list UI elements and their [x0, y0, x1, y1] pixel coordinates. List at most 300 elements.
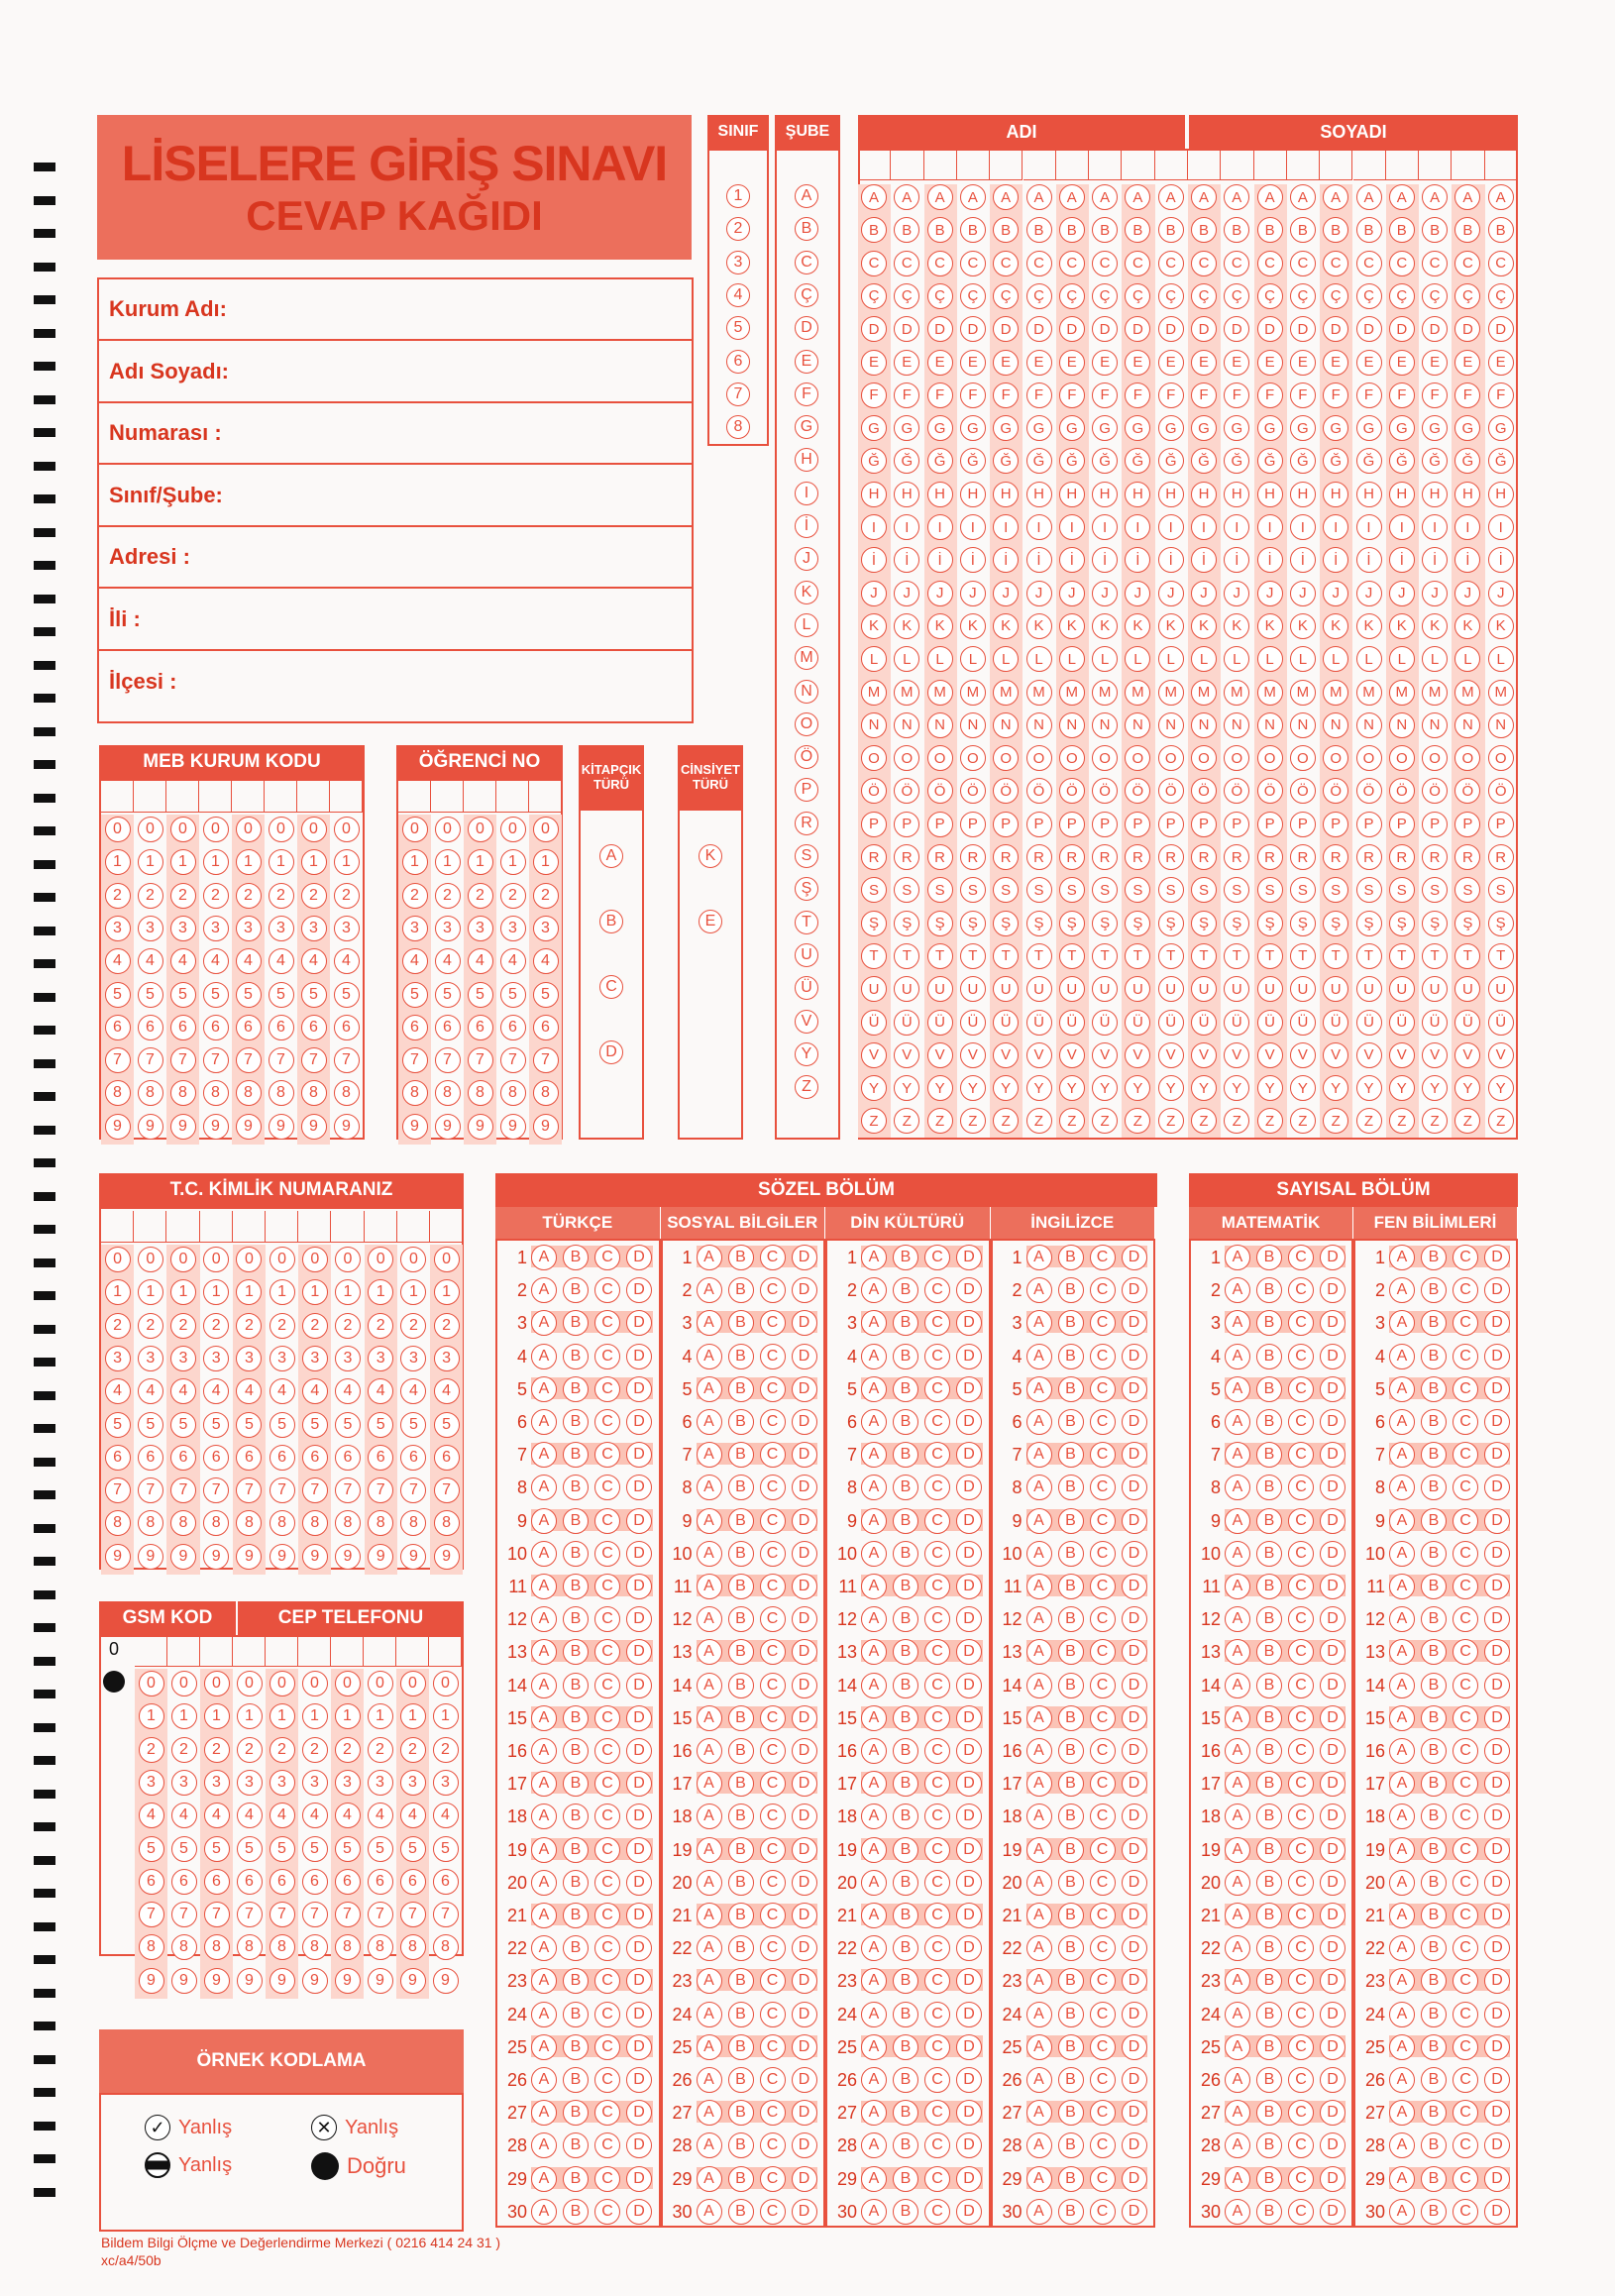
name-letter-bubble[interactable]: C: [1488, 251, 1514, 276]
answer-bubble[interactable]: A: [697, 1804, 722, 1829]
answer-bubble[interactable]: D: [1320, 1442, 1346, 1468]
name-letter-bubble[interactable]: H: [960, 482, 986, 507]
answer-bubble[interactable]: B: [728, 1771, 754, 1797]
kitapcik-option-A[interactable]: A: [599, 844, 623, 868]
meb-entry-cell[interactable]: [166, 781, 199, 813]
answer-bubble[interactable]: D: [956, 2067, 982, 2093]
answer-bubble[interactable]: B: [563, 1606, 589, 1632]
name-letter-bubble[interactable]: J: [861, 581, 887, 606]
gsm-digit-bubble[interactable]: 9: [171, 1968, 197, 1994]
name-letter-bubble[interactable]: F: [1158, 383, 1184, 408]
gsm-digit-bubble[interactable]: 2: [433, 1737, 459, 1763]
tc-digit-bubble[interactable]: 9: [236, 1544, 262, 1570]
tc-digit-bubble[interactable]: 0: [203, 1247, 229, 1272]
tc-digit-bubble[interactable]: 4: [105, 1378, 131, 1404]
name-letter-bubble[interactable]: T: [1191, 943, 1217, 969]
name-letter-bubble[interactable]: Ü: [1125, 1010, 1150, 1036]
name-letter-bubble[interactable]: Z: [1026, 1108, 1052, 1134]
name-letter-bubble[interactable]: K: [1323, 613, 1348, 639]
answer-bubble[interactable]: A: [1225, 2100, 1250, 2126]
answer-bubble[interactable]: A: [531, 1935, 557, 1961]
gsm-digit-bubble[interactable]: 9: [204, 1968, 230, 1994]
meb-digit-bubble[interactable]: 2: [334, 883, 360, 909]
name-letter-bubble[interactable]: S: [1125, 877, 1150, 903]
gsm-digit-bubble[interactable]: 0: [368, 1671, 393, 1696]
answer-bubble[interactable]: B: [728, 1277, 754, 1303]
answer-bubble[interactable]: C: [924, 2034, 950, 2060]
gsm-digit-bubble[interactable]: 5: [171, 1836, 197, 1862]
name-letter-bubble[interactable]: Ğ: [1092, 448, 1118, 474]
name-letter-bubble[interactable]: S: [1092, 877, 1118, 903]
answer-bubble[interactable]: A: [1225, 1837, 1250, 1863]
answer-bubble[interactable]: D: [1320, 1968, 1346, 1994]
tc-digit-bubble[interactable]: 6: [138, 1445, 163, 1471]
answer-bubble[interactable]: D: [1122, 2199, 1147, 2225]
answer-bubble[interactable]: B: [1256, 1475, 1282, 1500]
name-letter-bubble[interactable]: Y: [1389, 1075, 1415, 1101]
name-letter-bubble[interactable]: R: [1290, 844, 1316, 870]
name-letter-bubble[interactable]: S: [1422, 877, 1448, 903]
answer-bubble[interactable]: D: [956, 1277, 982, 1303]
name-letter-bubble[interactable]: N: [1356, 712, 1382, 738]
answer-bubble[interactable]: A: [531, 2132, 557, 2158]
name-letter-bubble[interactable]: A: [1059, 184, 1085, 210]
name-letter-bubble[interactable]: D: [1191, 316, 1217, 342]
answer-bubble[interactable]: C: [594, 1475, 620, 1500]
name-letter-bubble[interactable]: M: [1422, 680, 1448, 706]
sube-option[interactable]: İ: [795, 514, 818, 538]
answer-bubble[interactable]: D: [1320, 1409, 1346, 1435]
name-letter-bubble[interactable]: D: [1059, 316, 1085, 342]
name-letter-bubble[interactable]: Ü: [1158, 1010, 1184, 1036]
answer-bubble[interactable]: B: [1058, 1442, 1084, 1468]
answer-bubble[interactable]: D: [1320, 1376, 1346, 1402]
answer-bubble[interactable]: B: [1058, 2002, 1084, 2027]
name-letter-bubble[interactable]: Ğ: [1454, 448, 1480, 474]
name-letter-bubble[interactable]: L: [861, 646, 887, 672]
tc-digit-bubble[interactable]: 0: [170, 1247, 196, 1272]
ogrenci-no-digit-bubble[interactable]: 0: [402, 817, 428, 842]
tc-digit-bubble[interactable]: 1: [368, 1279, 393, 1305]
name-letter-bubble[interactable]: I: [1092, 514, 1118, 540]
answer-bubble[interactable]: A: [531, 1310, 557, 1336]
tc-digit-bubble[interactable]: 3: [138, 1346, 163, 1371]
answer-bubble[interactable]: A: [861, 1277, 887, 1303]
name-entry-cell[interactable]: [1386, 151, 1419, 180]
answer-bubble[interactable]: D: [1320, 2100, 1346, 2126]
tc-entry-cell[interactable]: [430, 1211, 463, 1243]
name-letter-bubble[interactable]: U: [960, 976, 986, 1002]
gsm-digit-bubble[interactable]: 4: [204, 1803, 230, 1828]
name-letter-bubble[interactable]: Ğ: [1389, 448, 1415, 474]
name-letter-bubble[interactable]: V: [993, 1042, 1019, 1068]
meb-digit-bubble[interactable]: 1: [269, 849, 294, 875]
answer-bubble[interactable]: C: [1453, 1376, 1478, 1402]
name-letter-bubble[interactable]: D: [1323, 316, 1348, 342]
answer-bubble[interactable]: A: [531, 1344, 557, 1369]
answer-bubble[interactable]: A: [1389, 1771, 1415, 1797]
name-letter-bubble[interactable]: L: [1290, 646, 1316, 672]
answer-bubble[interactable]: A: [1389, 1475, 1415, 1500]
name-letter-bubble[interactable]: İ: [1158, 547, 1184, 573]
answer-bubble[interactable]: A: [697, 1409, 722, 1435]
answer-bubble[interactable]: D: [626, 1574, 652, 1599]
answer-bubble[interactable]: D: [1484, 1870, 1510, 1896]
answer-bubble[interactable]: D: [1484, 1277, 1510, 1303]
tc-digit-bubble[interactable]: 6: [335, 1445, 361, 1471]
name-letter-bubble[interactable]: İ: [1389, 547, 1415, 573]
name-letter-bubble[interactable]: U: [1257, 976, 1283, 1002]
answer-bubble[interactable]: D: [1122, 1245, 1147, 1270]
name-letter-bubble[interactable]: H: [1389, 482, 1415, 507]
name-letter-bubble[interactable]: İ: [927, 547, 953, 573]
name-letter-bubble[interactable]: L: [1356, 646, 1382, 672]
name-letter-bubble[interactable]: V: [1026, 1042, 1052, 1068]
name-letter-bubble[interactable]: O: [1488, 745, 1514, 771]
answer-bubble[interactable]: C: [760, 2002, 786, 2027]
name-letter-bubble[interactable]: Ö: [1026, 778, 1052, 804]
answer-bubble[interactable]: D: [1484, 1968, 1510, 1994]
name-letter-bubble[interactable]: U: [1191, 976, 1217, 1002]
ogrenci-no-digit-bubble[interactable]: 5: [435, 982, 461, 1008]
sube-option[interactable]: P: [795, 778, 818, 802]
answer-bubble[interactable]: A: [531, 1245, 557, 1270]
tc-digit-bubble[interactable]: 3: [368, 1346, 393, 1371]
answer-bubble[interactable]: A: [861, 1409, 887, 1435]
name-letter-bubble[interactable]: S: [1323, 877, 1348, 903]
answer-bubble[interactable]: A: [861, 1673, 887, 1698]
gsm-digit-bubble[interactable]: 8: [400, 1934, 426, 1960]
name-letter-bubble[interactable]: J: [1125, 581, 1150, 606]
answer-bubble[interactable]: B: [1058, 1903, 1084, 1928]
gsm-digit-bubble[interactable]: 7: [335, 1902, 361, 1927]
name-letter-bubble[interactable]: Ğ: [894, 448, 919, 474]
ogrenci-no-digit-bubble[interactable]: 5: [500, 982, 526, 1008]
name-entry-cell[interactable]: [1155, 151, 1188, 180]
name-letter-bubble[interactable]: D: [861, 316, 887, 342]
name-letter-bubble[interactable]: K: [1092, 613, 1118, 639]
name-letter-bubble[interactable]: M: [1158, 680, 1184, 706]
tc-digit-bubble[interactable]: 0: [302, 1247, 328, 1272]
sube-option[interactable]: E: [795, 350, 818, 374]
answer-bubble[interactable]: C: [760, 1771, 786, 1797]
answer-bubble[interactable]: A: [531, 1606, 557, 1632]
answer-bubble[interactable]: D: [1122, 2002, 1147, 2027]
name-letter-bubble[interactable]: O: [1356, 745, 1382, 771]
meb-entry-cell[interactable]: [297, 781, 330, 813]
answer-bubble[interactable]: B: [1058, 2166, 1084, 2192]
answer-bubble[interactable]: A: [531, 1804, 557, 1829]
gsm-digit-bubble[interactable]: 1: [269, 1703, 295, 1729]
answer-bubble[interactable]: C: [1090, 1541, 1116, 1567]
answer-bubble[interactable]: A: [1026, 2002, 1052, 2027]
gsm-digit-bubble[interactable]: 1: [139, 1703, 164, 1729]
answer-bubble[interactable]: D: [792, 2067, 817, 2093]
name-letter-bubble[interactable]: U: [1422, 976, 1448, 1002]
answer-bubble[interactable]: D: [956, 1738, 982, 1764]
name-letter-bubble[interactable]: I: [1454, 514, 1480, 540]
answer-bubble[interactable]: C: [1288, 1409, 1314, 1435]
ogrenci-no-digit-bubble[interactable]: 3: [500, 916, 526, 941]
name-letter-bubble[interactable]: Ç: [1224, 283, 1249, 309]
name-letter-bubble[interactable]: İ: [861, 547, 887, 573]
name-letter-bubble[interactable]: Y: [1158, 1075, 1184, 1101]
name-letter-bubble[interactable]: F: [1323, 383, 1348, 408]
answer-bubble[interactable]: B: [893, 1277, 918, 1303]
answer-bubble[interactable]: B: [1421, 1475, 1447, 1500]
answer-bubble[interactable]: C: [1090, 2100, 1116, 2126]
name-letter-bubble[interactable]: K: [960, 613, 986, 639]
answer-bubble[interactable]: A: [697, 2002, 722, 2027]
name-letter-bubble[interactable]: C: [1454, 251, 1480, 276]
answer-bubble[interactable]: B: [1256, 1870, 1282, 1896]
name-letter-bubble[interactable]: O: [1323, 745, 1348, 771]
name-letter-bubble[interactable]: O: [1224, 745, 1249, 771]
answer-bubble[interactable]: B: [893, 2002, 918, 2027]
name-letter-bubble[interactable]: J: [1092, 581, 1118, 606]
name-letter-bubble[interactable]: Ç: [1290, 283, 1316, 309]
answer-bubble[interactable]: D: [792, 1409, 817, 1435]
answer-bubble[interactable]: C: [1453, 1705, 1478, 1731]
name-letter-bubble[interactable]: P: [927, 812, 953, 837]
answer-bubble[interactable]: C: [1288, 1475, 1314, 1500]
meb-digit-bubble[interactable]: 5: [170, 982, 196, 1008]
name-letter-bubble[interactable]: E: [1389, 350, 1415, 376]
name-letter-bubble[interactable]: Ç: [1026, 283, 1052, 309]
name-letter-bubble[interactable]: O: [1389, 745, 1415, 771]
answer-bubble[interactable]: A: [531, 2034, 557, 2060]
meb-digit-bubble[interactable]: 0: [301, 817, 327, 842]
answer-bubble[interactable]: A: [531, 1771, 557, 1797]
tc-digit-bubble[interactable]: 6: [170, 1445, 196, 1471]
answer-bubble[interactable]: A: [1389, 1738, 1415, 1764]
tc-digit-bubble[interactable]: 2: [335, 1313, 361, 1339]
tc-digit-bubble[interactable]: 8: [138, 1510, 163, 1536]
info-field-5[interactable]: [99, 527, 692, 589]
ogrenci-no-digit-bubble[interactable]: 6: [402, 1015, 428, 1040]
meb-digit-bubble[interactable]: 9: [138, 1114, 163, 1140]
meb-digit-bubble[interactable]: 7: [236, 1047, 262, 1073]
name-letter-bubble[interactable]: F: [1389, 383, 1415, 408]
tc-digit-bubble[interactable]: 8: [302, 1510, 328, 1536]
name-letter-bubble[interactable]: V: [1092, 1042, 1118, 1068]
gsm-digit-bubble[interactable]: 4: [400, 1803, 426, 1828]
meb-digit-bubble[interactable]: 0: [203, 817, 229, 842]
answer-bubble[interactable]: B: [728, 1837, 754, 1863]
name-letter-bubble[interactable]: H: [1092, 482, 1118, 507]
answer-bubble[interactable]: C: [924, 2132, 950, 2158]
answer-bubble[interactable]: C: [594, 1639, 620, 1665]
meb-digit-bubble[interactable]: 5: [334, 982, 360, 1008]
name-letter-bubble[interactable]: G: [1422, 415, 1448, 441]
answer-bubble[interactable]: D: [626, 1968, 652, 1994]
sinif-option-3[interactable]: 3: [726, 251, 750, 274]
answer-bubble[interactable]: A: [1026, 1771, 1052, 1797]
name-letter-bubble[interactable]: Z: [1422, 1108, 1448, 1134]
name-letter-bubble[interactable]: D: [1257, 316, 1283, 342]
name-letter-bubble[interactable]: F: [1257, 383, 1283, 408]
answer-bubble[interactable]: A: [531, 1409, 557, 1435]
answer-bubble[interactable]: B: [893, 1574, 918, 1599]
ogrenci-no-digit-bubble[interactable]: 2: [500, 883, 526, 909]
ogrenci-no-digit-bubble[interactable]: 7: [468, 1047, 493, 1073]
name-letter-bubble[interactable]: A: [1323, 184, 1348, 210]
name-letter-bubble[interactable]: Ş: [1059, 911, 1085, 936]
answer-bubble[interactable]: C: [1453, 2166, 1478, 2192]
answer-bubble[interactable]: A: [1225, 2199, 1250, 2225]
name-letter-bubble[interactable]: C: [1125, 251, 1150, 276]
name-letter-bubble[interactable]: Ö: [894, 778, 919, 804]
answer-bubble[interactable]: A: [1225, 1376, 1250, 1402]
name-letter-bubble[interactable]: Ş: [993, 911, 1019, 936]
name-letter-bubble[interactable]: E: [1092, 350, 1118, 376]
name-letter-bubble[interactable]: İ: [1257, 547, 1283, 573]
answer-bubble[interactable]: C: [1453, 1935, 1478, 1961]
tc-digit-bubble[interactable]: 9: [302, 1544, 328, 1570]
meb-digit-bubble[interactable]: 9: [236, 1114, 262, 1140]
name-letter-bubble[interactable]: J: [1191, 581, 1217, 606]
answer-bubble[interactable]: C: [1453, 1639, 1478, 1665]
answer-bubble[interactable]: B: [728, 2100, 754, 2126]
name-entry-cell[interactable]: [1221, 151, 1253, 180]
name-entry-cell[interactable]: [957, 151, 990, 180]
answer-bubble[interactable]: B: [893, 1968, 918, 1994]
ogrenci-no-digit-bubble[interactable]: 9: [402, 1114, 428, 1140]
answer-bubble[interactable]: B: [1421, 2002, 1447, 2027]
name-letter-bubble[interactable]: M: [927, 680, 953, 706]
tc-digit-bubble[interactable]: 6: [400, 1445, 426, 1471]
tc-digit-bubble[interactable]: 7: [335, 1477, 361, 1503]
answer-bubble[interactable]: B: [1058, 1574, 1084, 1599]
name-letter-bubble[interactable]: Ğ: [1191, 448, 1217, 474]
answer-bubble[interactable]: A: [1389, 1442, 1415, 1468]
answer-bubble[interactable]: C: [1288, 1903, 1314, 1928]
meb-digit-bubble[interactable]: 4: [105, 948, 131, 974]
answer-bubble[interactable]: C: [924, 1738, 950, 1764]
gsm-digit-bubble[interactable]: 4: [335, 1803, 361, 1828]
name-letter-bubble[interactable]: R: [1224, 844, 1249, 870]
answer-bubble[interactable]: C: [760, 1935, 786, 1961]
name-letter-bubble[interactable]: G: [1257, 415, 1283, 441]
answer-bubble[interactable]: A: [1026, 1673, 1052, 1698]
name-letter-bubble[interactable]: U: [1488, 976, 1514, 1002]
gsm-digit-bubble[interactable]: 9: [368, 1968, 393, 1994]
name-letter-bubble[interactable]: C: [1158, 251, 1184, 276]
name-letter-bubble[interactable]: D: [960, 316, 986, 342]
ogrenci-no-digit-bubble[interactable]: 5: [402, 982, 428, 1008]
answer-bubble[interactable]: C: [924, 1804, 950, 1829]
name-letter-bubble[interactable]: U: [1092, 976, 1118, 1002]
answer-bubble[interactable]: C: [1288, 1804, 1314, 1829]
name-letter-bubble[interactable]: H: [1059, 482, 1085, 507]
answer-bubble[interactable]: B: [563, 2034, 589, 2060]
answer-bubble[interactable]: B: [1421, 1442, 1447, 1468]
name-letter-bubble[interactable]: O: [1059, 745, 1085, 771]
meb-digit-bubble[interactable]: 0: [138, 817, 163, 842]
name-letter-bubble[interactable]: U: [1454, 976, 1480, 1002]
answer-bubble[interactable]: D: [626, 1245, 652, 1270]
name-letter-bubble[interactable]: Ü: [1389, 1010, 1415, 1036]
answer-bubble[interactable]: D: [1122, 1376, 1147, 1402]
name-letter-bubble[interactable]: S: [1158, 877, 1184, 903]
sube-option[interactable]: Ö: [795, 745, 818, 769]
answer-bubble[interactable]: D: [792, 1935, 817, 1961]
answer-bubble[interactable]: D: [792, 1705, 817, 1731]
answer-bubble[interactable]: D: [792, 1903, 817, 1928]
name-letter-bubble[interactable]: Ü: [1488, 1010, 1514, 1036]
answer-bubble[interactable]: B: [893, 1409, 918, 1435]
answer-bubble[interactable]: D: [1484, 1673, 1510, 1698]
gsm-entry-cell[interactable]: [429, 1635, 462, 1667]
answer-bubble[interactable]: B: [1058, 2034, 1084, 2060]
name-letter-bubble[interactable]: V: [1191, 1042, 1217, 1068]
answer-bubble[interactable]: B: [1058, 1245, 1084, 1270]
answer-bubble[interactable]: A: [697, 1771, 722, 1797]
name-letter-bubble[interactable]: P: [1158, 812, 1184, 837]
answer-bubble[interactable]: C: [1090, 1508, 1116, 1534]
name-letter-bubble[interactable]: K: [1422, 613, 1448, 639]
answer-bubble[interactable]: A: [861, 2100, 887, 2126]
name-letter-bubble[interactable]: O: [1158, 745, 1184, 771]
tc-digit-bubble[interactable]: 3: [302, 1346, 328, 1371]
name-letter-bubble[interactable]: Ç: [993, 283, 1019, 309]
name-letter-bubble[interactable]: K: [1454, 613, 1480, 639]
name-letter-bubble[interactable]: L: [960, 646, 986, 672]
answer-bubble[interactable]: A: [697, 1442, 722, 1468]
answer-bubble[interactable]: C: [760, 1409, 786, 1435]
answer-bubble[interactable]: C: [594, 1870, 620, 1896]
meb-digit-bubble[interactable]: 5: [203, 982, 229, 1008]
answer-bubble[interactable]: B: [1256, 1804, 1282, 1829]
answer-bubble[interactable]: D: [1320, 2034, 1346, 2060]
answer-bubble[interactable]: C: [760, 1870, 786, 1896]
answer-bubble[interactable]: C: [924, 1376, 950, 1402]
ogrenci-no-entry-cell[interactable]: [398, 781, 431, 813]
name-letter-bubble[interactable]: Ü: [861, 1010, 887, 1036]
answer-bubble[interactable]: D: [956, 1376, 982, 1402]
answer-bubble[interactable]: C: [1090, 1804, 1116, 1829]
answer-bubble[interactable]: D: [626, 1935, 652, 1961]
name-letter-bubble[interactable]: M: [1224, 680, 1249, 706]
name-letter-bubble[interactable]: O: [1191, 745, 1217, 771]
name-letter-bubble[interactable]: Z: [1092, 1108, 1118, 1134]
name-letter-bubble[interactable]: İ: [1026, 547, 1052, 573]
answer-bubble[interactable]: C: [594, 1508, 620, 1534]
answer-bubble[interactable]: D: [1484, 2002, 1510, 2027]
name-entry-cell[interactable]: [1023, 151, 1056, 180]
name-letter-bubble[interactable]: P: [993, 812, 1019, 837]
answer-bubble[interactable]: D: [792, 2132, 817, 2158]
tc-digit-bubble[interactable]: 6: [269, 1445, 295, 1471]
answer-bubble[interactable]: B: [728, 1738, 754, 1764]
tc-digit-bubble[interactable]: 4: [269, 1378, 295, 1404]
name-letter-bubble[interactable]: N: [1092, 712, 1118, 738]
name-entry-cell[interactable]: [858, 151, 891, 180]
name-letter-bubble[interactable]: V: [1488, 1042, 1514, 1068]
name-letter-bubble[interactable]: N: [960, 712, 986, 738]
answer-bubble[interactable]: D: [1320, 1639, 1346, 1665]
answer-bubble[interactable]: B: [1256, 1245, 1282, 1270]
name-letter-bubble[interactable]: K: [1290, 613, 1316, 639]
sube-option[interactable]: O: [795, 712, 818, 736]
tc-digit-bubble[interactable]: 4: [203, 1378, 229, 1404]
name-letter-bubble[interactable]: Ü: [1224, 1010, 1249, 1036]
answer-bubble[interactable]: D: [792, 1771, 817, 1797]
tc-digit-bubble[interactable]: 7: [170, 1477, 196, 1503]
sinif-option-1[interactable]: 1: [726, 184, 750, 208]
name-letter-bubble[interactable]: Ğ: [927, 448, 953, 474]
name-letter-bubble[interactable]: Ş: [861, 911, 887, 936]
